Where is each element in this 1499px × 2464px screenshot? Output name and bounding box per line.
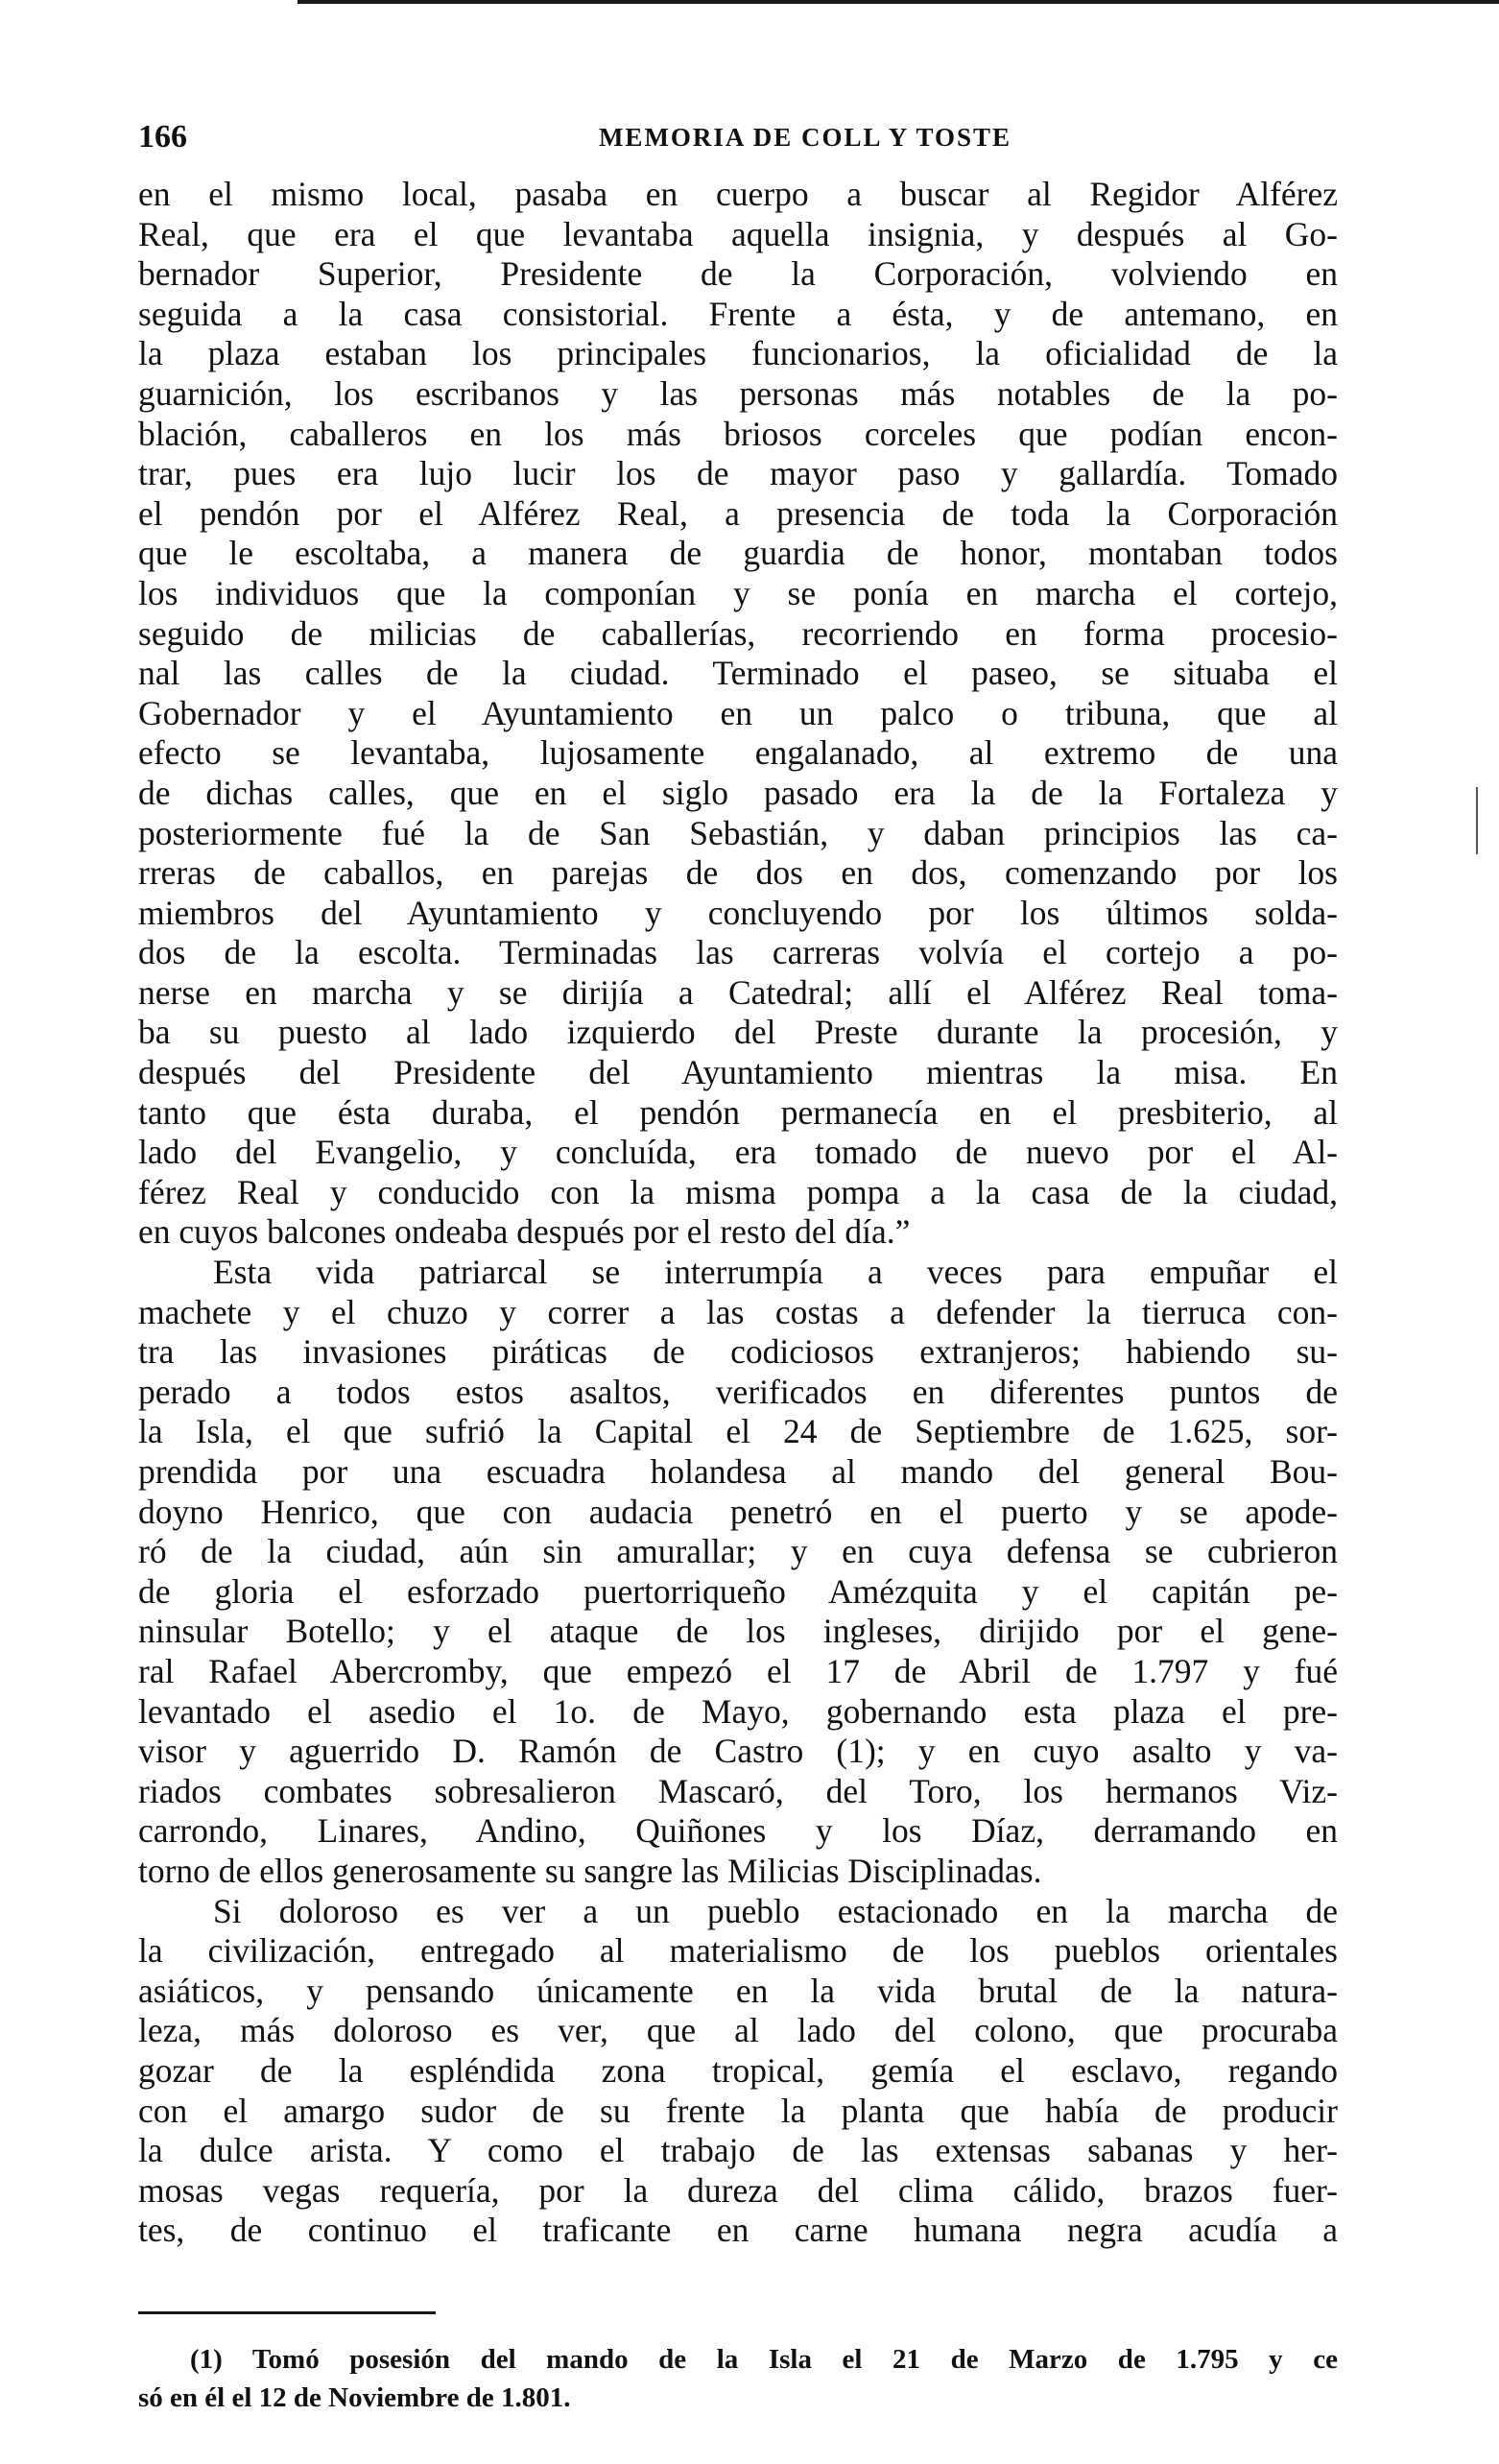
text-line: rreras de caballos, en parejas de dos en dos, comenzando por los xyxy=(138,853,1338,893)
text-line: nal las calles de la ciudad. Terminado el paseo, se situaba el xyxy=(138,654,1338,693)
text-line: en el mismo local, pasaba en cuerpo a buscar al Regidor Alférez xyxy=(138,175,1338,213)
text-line: que le escoltaba, a manera de guardia de honor, montaban todos xyxy=(138,534,1338,573)
text-line: machete y el chuzo y correr a las costas a defender la tierruca con- xyxy=(138,1292,1338,1331)
text-line: ró de la ciudad, aún sin amurallar; y en cuya defensa se cubrieron xyxy=(138,1532,1338,1571)
text-line: seguido de milicias de caballerías, recorriendo en forma procesio- xyxy=(138,613,1338,653)
running-title: MEMORIA DE COLL Y TOSTE xyxy=(598,123,1012,152)
text-line: mosas vegas requería, por la dureza del clima cálido, brazos fuer- xyxy=(138,2170,1338,2210)
text-line: carrondo, Linares, Andino, Quiñones y los Díaz, derramando en xyxy=(138,1811,1338,1851)
text-line: lado del Evangelio, y concluída, era tomado de nuevo por el Al- xyxy=(138,1133,1338,1172)
footnote-line: só en él el 12 de Noviembre de 1.801. xyxy=(138,2382,571,2413)
text-line: doyno Henrico, que con audacia penetró en el puerto y se apode- xyxy=(138,1492,1338,1531)
text-line: tes, de continuo el traficante en carne humana negra acudía a xyxy=(138,2211,1338,2250)
text-line: tra las invasiones piráticas de codiciosos extranjeros; habiendo su- xyxy=(138,1332,1338,1372)
text-line: dos de la escolta. Terminadas las carreras volvía el cortejo a po- xyxy=(138,933,1338,972)
text-line: la civilización, entregado al materialismo de los pueblos orientales xyxy=(138,1931,1338,1971)
text-line: levantado el asedio el 1o. de Mayo, gobernando esta plaza el pre- xyxy=(138,1691,1338,1731)
text-line: riados combates sobresalieron Mascaró, del Toro, los hermanos Viz- xyxy=(138,1771,1338,1810)
text-line: posteriormente fué la de San Sebastián, y daban principios las ca- xyxy=(138,813,1338,852)
body-text xyxy=(138,175,1338,2251)
text-line: perado a todos estos asaltos, verificados en diferentes puntos de xyxy=(138,1372,1338,1411)
text-line: Gobernador y el Ayuntamiento en un palco o tribuna, que al xyxy=(138,693,1338,732)
margin-mark xyxy=(1476,787,1478,854)
text-line: miembros del Ayuntamiento y concluyendo por los últimos solda- xyxy=(138,893,1338,932)
page-number: 166 xyxy=(138,119,187,155)
text-line: trar, pues era lujo lucir los de mayor paso y gallardía. Tomado xyxy=(138,454,1338,493)
text-line: ral Rafael Abercromby, que empezó el 17 de Abril de 1.797 y fué xyxy=(138,1651,1338,1690)
footnote-rule xyxy=(138,2311,436,2314)
text-line: Real, que era el que levantaba aquella insignia, y después al Go- xyxy=(138,214,1338,253)
top-border-rule xyxy=(297,0,1499,4)
text-line: Esta vida patriarcal se interrumpía a veces para empuñar el xyxy=(213,1253,1338,1292)
text-line: gozar de la espléndida zona tropical, gemía el esclavo, regando xyxy=(138,2050,1338,2090)
text-line: torno de ellos generosamente su sangre las Milicias Disciplinadas. xyxy=(138,1851,1042,1890)
text-line: prendida por una escuadra holandesa al mando del general Bou- xyxy=(138,1452,1338,1491)
text-line: guarnición, los escribanos y las personas más notables de la po- xyxy=(138,373,1338,413)
text-line: el pendón por el Alférez Real, a presencia de toda la Corporación xyxy=(138,493,1338,533)
text-line: férez Real y conducido con la misma pompa a la casa de la ciudad, xyxy=(138,1172,1338,1211)
text-line: nerse en marcha y se dirijía a Catedral; allí el Alférez Real toma- xyxy=(138,972,1338,1012)
footnote-line: (1) Tomó posesión del mando de la Isla el 21 de Marzo de 1.795 y ce xyxy=(190,2344,1338,2375)
text-line: con el amargo sudor de su frente la planta que había de producir xyxy=(138,2091,1338,2130)
text-line: de dichas calles, que en el siglo pasado era la de la Fortaleza y xyxy=(138,773,1338,812)
footnote xyxy=(138,2340,1338,2417)
text-line: seguida a la casa consistorial. Frente a ésta, y de antemano, en xyxy=(138,294,1338,333)
text-line: después del Presidente del Ayuntamiento mientras la misa. En xyxy=(138,1053,1338,1092)
text-line: bernador Superior, Presidente de la Corporación, volviendo en xyxy=(138,254,1338,294)
text-line: leza, más doloroso es ver, que al lado del colono, que procuraba xyxy=(138,2011,1338,2050)
text-line: ba su puesto al lado izquierdo del Preste durante la procesión, y xyxy=(138,1013,1338,1052)
text-line: la dulce arista. Y como el trabajo de las extensas sabanas y her- xyxy=(138,2131,1338,2170)
text-line: Si doloroso es ver a un pueblo estacionado en la marcha de xyxy=(213,1891,1338,1930)
text-line: en cuyos balcones ondeaba después por el resto del día.” xyxy=(138,1212,911,1252)
text-line: ninsular Botello; y el ataque de los ingleses, dirijido por el gene- xyxy=(138,1612,1338,1651)
text-line: efecto se levantaba, lujosamente engalanado, al extremo de una xyxy=(138,733,1338,773)
page-header xyxy=(138,113,1338,161)
text-line: visor y aguerrido D. Ramón de Castro (1); y en cuyo asalto y va- xyxy=(138,1732,1338,1771)
text-line: asiáticos, y pensando únicamente en la vida brutal de la natura- xyxy=(138,1971,1338,2010)
text-line: la Isla, el que sufrió la Capital el 24 de Septiembre de 1.625, sor- xyxy=(138,1412,1338,1451)
text-line: de gloria el esforzado puertorriqueño Amézquita y el capitán pe- xyxy=(138,1571,1338,1611)
text-line: la plaza estaban los principales funcionarios, la oficialidad de la xyxy=(138,334,1338,373)
text-line: blación, caballeros en los más briosos corceles que podían encon- xyxy=(138,414,1338,453)
text-line: los individuos que la componían y se ponía en marcha el cortejo, xyxy=(138,573,1338,612)
text-line: tanto que ésta duraba, el pendón permanecía en el presbiterio, al xyxy=(138,1092,1338,1132)
